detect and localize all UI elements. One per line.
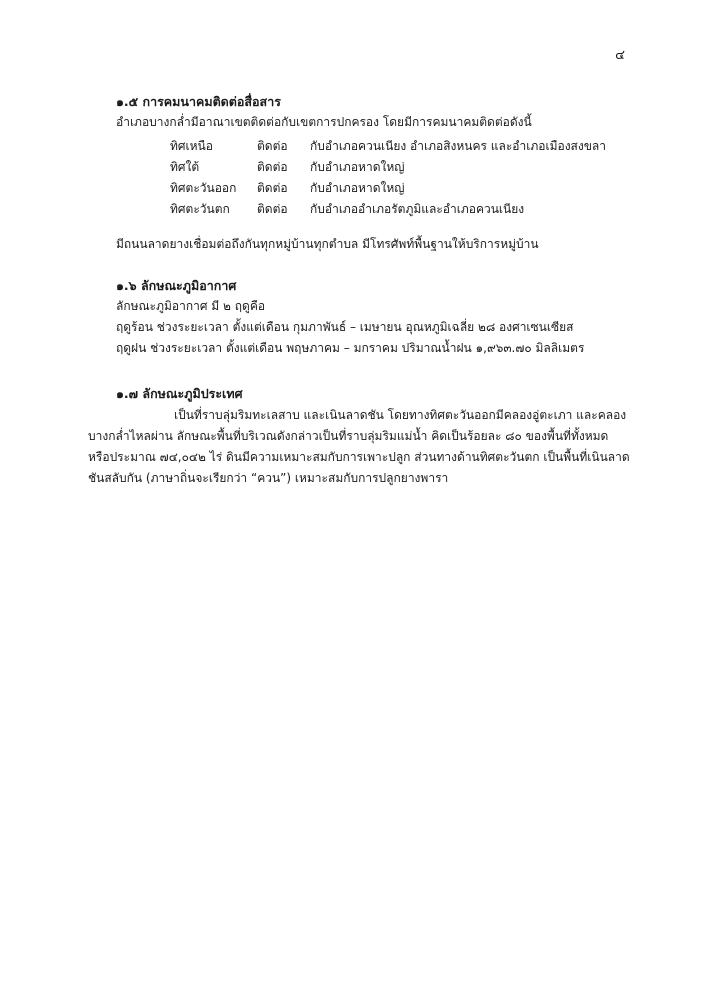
table-row [170,199,606,220]
border-contact: ติดต่อ [257,139,288,153]
border-contact: ติดต่อ [257,160,288,174]
border-table [170,136,606,220]
climate-line: ลักษณะภูมิอากาศ มี ๒ ฤดูคือ [116,299,266,313]
page-number: ๔ [615,48,625,63]
table-row [170,178,606,199]
border-direction: ทิศตะวันตก [170,202,230,216]
paragraph-line: เป็นที่ราบลุ่มริมทะเลสาบ และเนินลาดชัน โดยทางทิศตะวันออกมีคลองอู่ตะเภา และคลอง [174,408,627,422]
border-detail: กับอำเภออำเภอรัตภูมิและอำเภอควนเนียง [310,202,525,216]
section-climate [116,276,616,359]
section-terrain [116,384,616,404]
border-direction: ทิศใต้ [170,160,200,174]
border-detail: กับอำเภอควนเนียง อำเภอสิงหนคร และอำเภอเมืองสงขลา [310,139,607,153]
section-communication [116,92,616,255]
section-footer: มีถนนลาดยางเชื่อมต่อถึงกันทุกหมู่บ้านทุกตำบล มีโทรศัพท์พื้นฐานให้บริการหมู่บ้าน [116,237,539,251]
border-contact: ติดต่อ [257,181,288,195]
section-heading: ๑.๕ การคมนาคมติดต่อสื่อสาร [116,94,281,109]
border-direction: ทิศตะวันออก [170,181,237,195]
section-intro: อำเภอบางกล่ำมีอาณาเขตติดต่อกับเขตการปกครอง โดยมีการคมนาคมติดต่อดังนี้ [116,115,532,129]
climate-rainy: ฤดูฝน ช่วงระยะเวลา ตั้งแต่เดือน พฤษภาคม – มกราคม ปริมาณน้ำฝน ๑,๙๖๓.๗๐ มิลลิเมตร [116,341,585,355]
section-heading: ๑.๗ ลักษณะภูมิประเทศ [116,386,243,401]
table-row [170,136,606,157]
table-row [170,157,606,178]
border-detail: กับอำเภอหาดใหญ่ [310,181,405,195]
border-contact: ติดต่อ [257,202,288,216]
section-heading: ๑.๖ ลักษณะภูมิอากาศ [116,278,237,293]
terrain-paragraph [88,405,630,489]
border-detail: กับอำเภอหาดใหญ่ [310,160,405,174]
border-direction: ทิศเหนือ [170,139,213,153]
paragraph-line: ชันสลับกัน (ภาษาถิ่นจะเรียกว่า “ควน”) เหมาะสมกับการปลูกยางพารา [88,471,449,485]
climate-summer: ฤดูร้อน ช่วงระยะเวลา ตั้งแต่เดือน กุมภาพันธ์ – เมษายน อุณหภูมิเฉลี่ย ๒๘ องศาเซนเซียส [116,320,574,334]
paragraph-line: หรือประมาณ ๗๔,๐๔๒ ไร่ ดินมีความเหมาะสมกับการเพาะปลูก ส่วนทางด้านทิศตะวันตก เป็นพื้นที่เนินลาด [88,450,630,464]
paragraph-line: บางกล่ำไหลผ่าน ลักษณะพื้นที่บริเวณดังกล่าวเป็นที่ราบลุ่มริมแม่น้ำ คิดเป็นร้อยละ ๘๐ ของพื้นที่ทั้งหมด [88,429,609,443]
